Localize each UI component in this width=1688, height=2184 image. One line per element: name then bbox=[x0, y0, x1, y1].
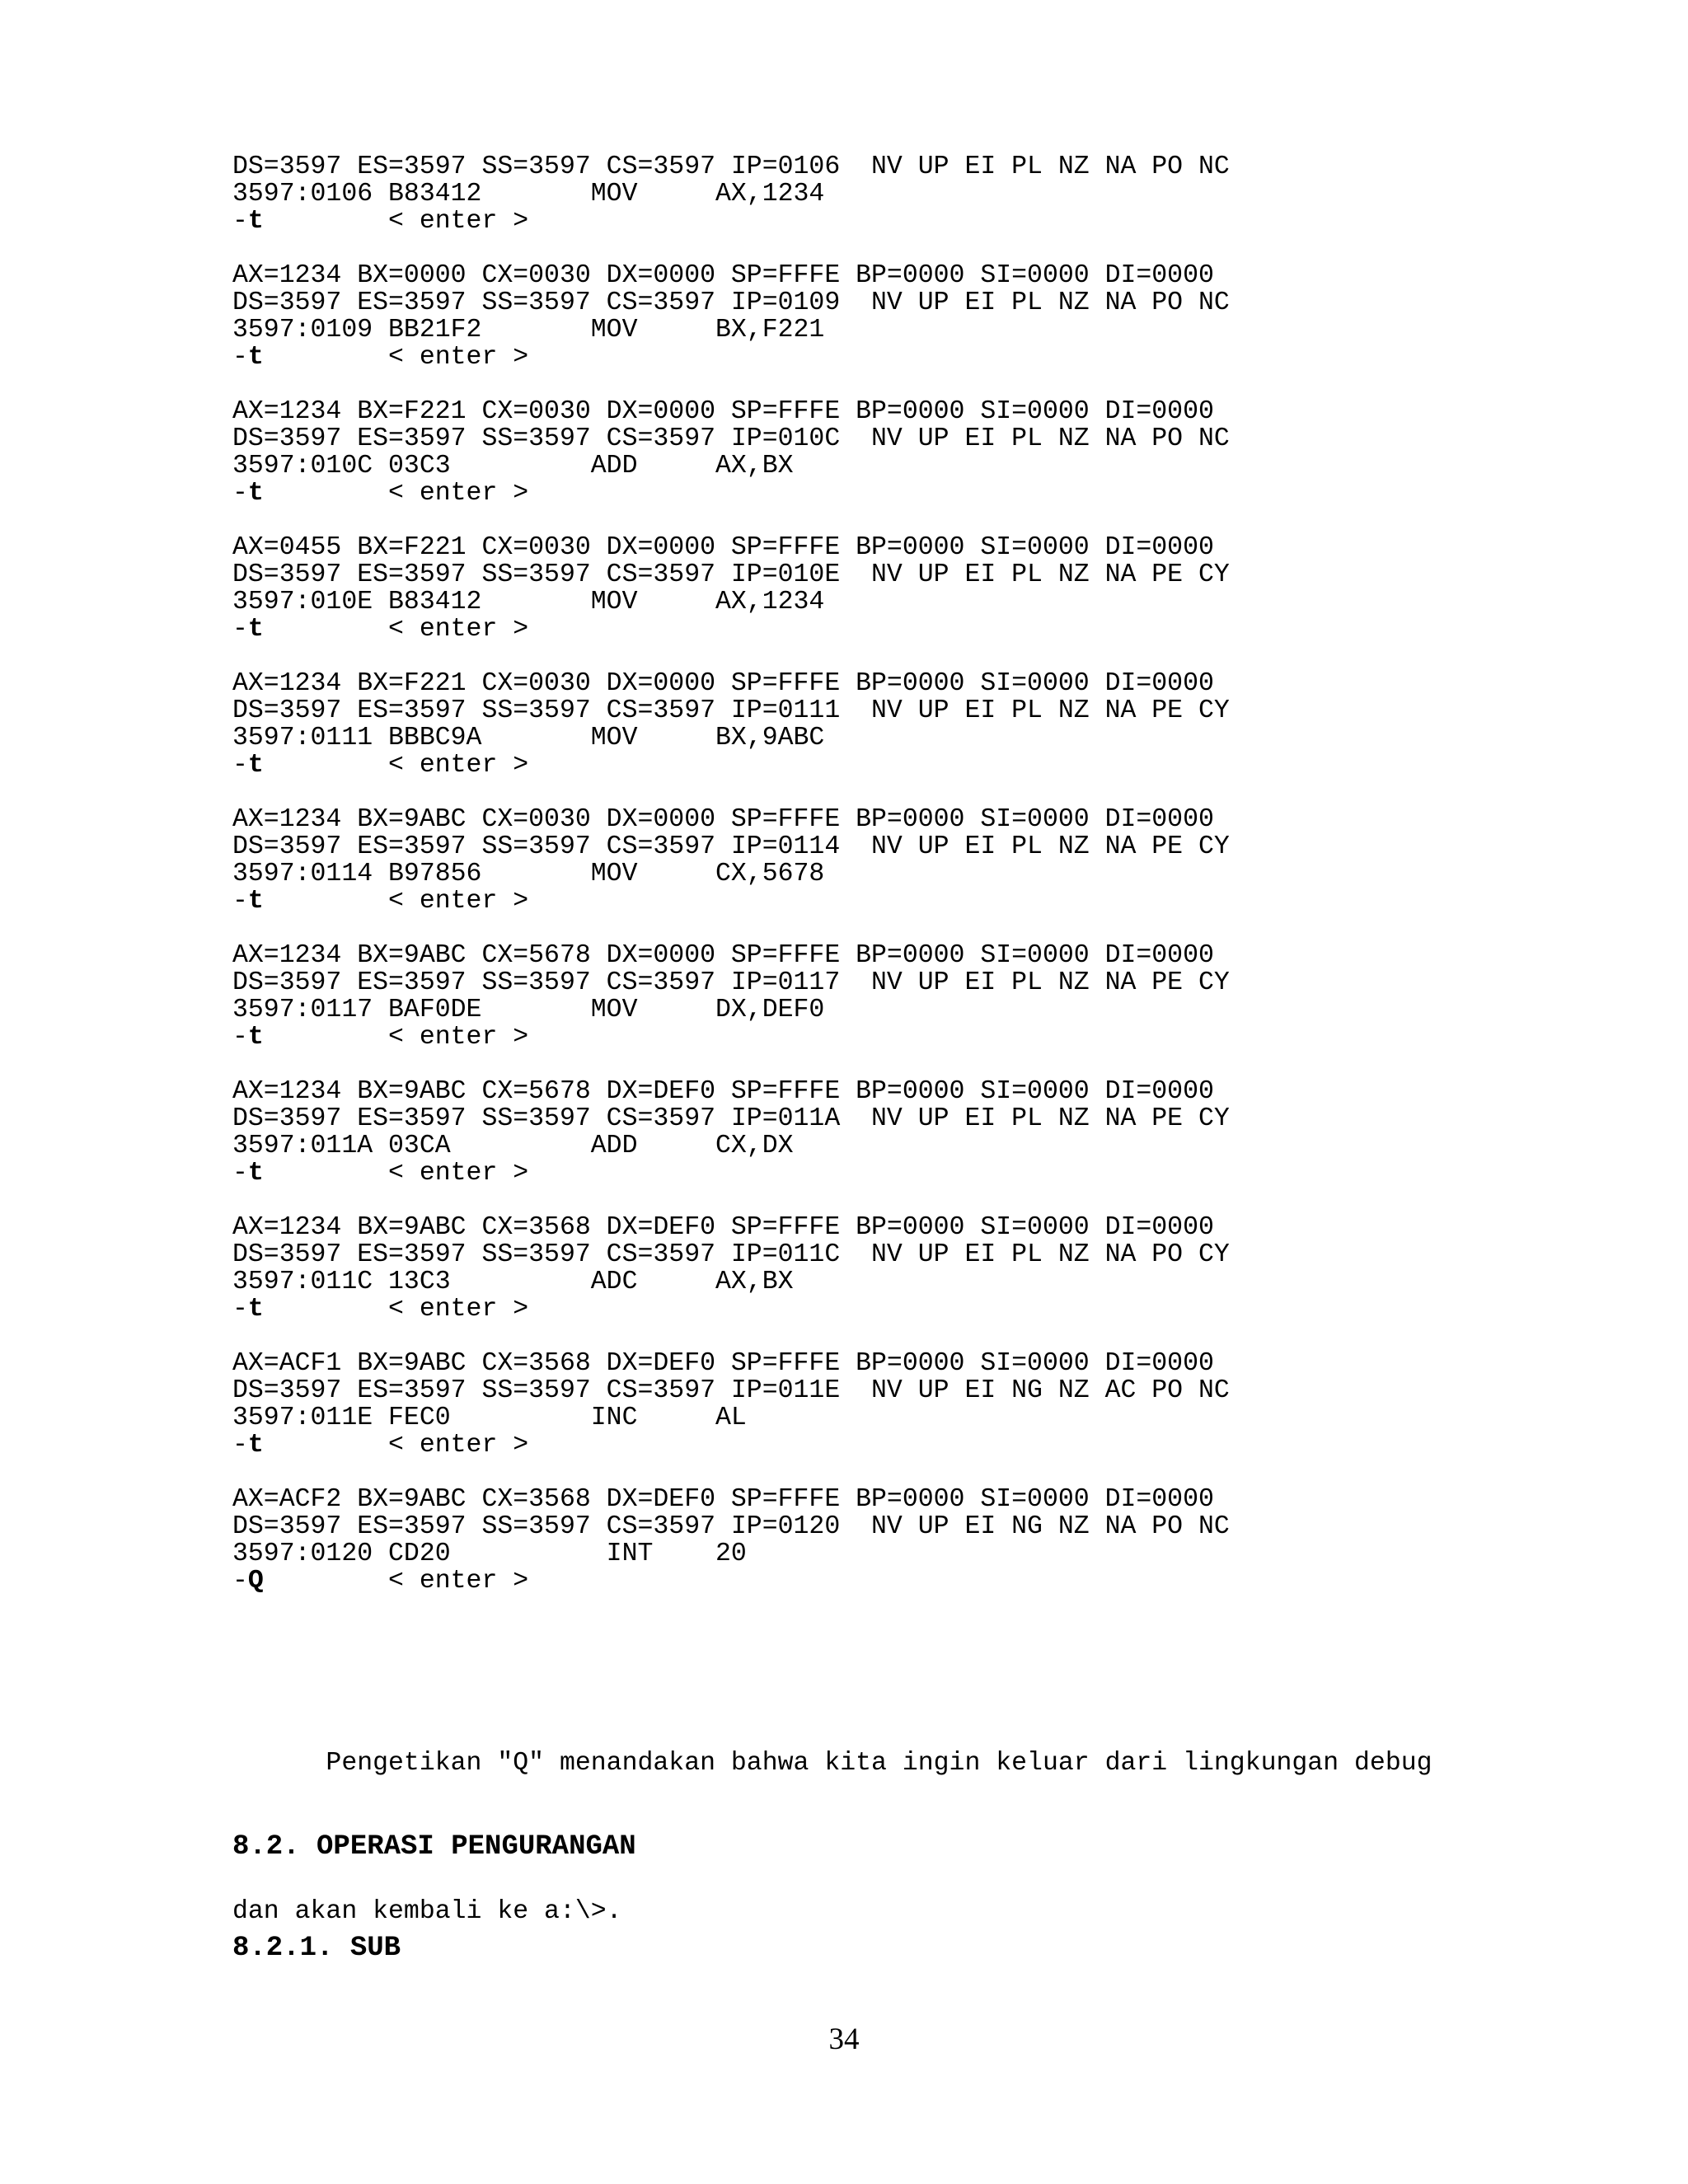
command-key: t bbox=[247, 479, 264, 508]
instruction-line: 3597:0117 BAF0DE MOV DX,DEF0 bbox=[232, 996, 825, 1024]
enter-hint: < enter > bbox=[263, 479, 529, 508]
register-line: AX=1234 BX=9ABC CX=3568 DX=DEF0 SP=FFFE BP=0000 SI=0000 DI=0000 bbox=[232, 1213, 1214, 1242]
register-line: AX=1234 BX=9ABC CX=0030 DX=0000 SP=FFFE BP=0000 SI=0000 DI=0000 bbox=[232, 805, 1214, 834]
command-prompt: - bbox=[232, 343, 248, 372]
register-line: AX=0455 BX=F221 CX=0030 DX=0000 SP=FFFE BP=0000 SI=0000 DI=0000 bbox=[232, 533, 1214, 562]
command-key: Q bbox=[247, 1567, 264, 1596]
register-line: DS=3597 ES=3597 SS=3597 CS=3597 IP=010E NV UP EI PL NZ NA PE CY bbox=[232, 560, 1230, 589]
command-line bbox=[232, 208, 1634, 235]
enter-hint: < enter > bbox=[263, 343, 529, 372]
instruction-line: 3597:0109 BB21F2 MOV BX,F221 bbox=[232, 316, 825, 344]
instruction-line: 3597:0111 BBBC9A MOV BX,9ABC bbox=[232, 724, 825, 752]
trace-block bbox=[232, 670, 1634, 779]
enter-hint: < enter > bbox=[263, 207, 529, 236]
command-prompt: - bbox=[232, 1567, 248, 1596]
instruction-line: 3597:0106 B83412 MOV AX,1234 bbox=[232, 180, 825, 209]
register-line: DS=3597 ES=3597 SS=3597 CS=3597 IP=0109 NV UP EI PL NZ NA PO NC bbox=[232, 288, 1230, 317]
instruction-line: 3597:011A 03CA ADD CX,DX bbox=[232, 1132, 794, 1160]
register-line: AX=ACF2 BX=9ABC CX=3568 DX=DEF0 SP=FFFE BP=0000 SI=0000 DI=0000 bbox=[232, 1485, 1214, 1514]
instruction-line: 3597:011C 13C3 ADC AX,BX bbox=[232, 1268, 794, 1296]
command-key: t bbox=[247, 1159, 264, 1188]
enter-hint: < enter > bbox=[263, 1023, 529, 1052]
register-line: DS=3597 ES=3597 SS=3597 CS=3597 IP=010C NV UP EI PL NZ NA PO NC bbox=[232, 424, 1230, 453]
trace-block bbox=[232, 1078, 1634, 1187]
command-prompt: - bbox=[232, 751, 248, 780]
subsection-heading: 8.2.1. SUB bbox=[232, 1933, 401, 1964]
command-line bbox=[232, 888, 1634, 915]
command-line bbox=[232, 752, 1634, 779]
register-line: DS=3597 ES=3597 SS=3597 CS=3597 IP=0114 NV UP EI PL NZ NA PE CY bbox=[232, 832, 1230, 861]
paragraph-line: dan akan kembali ke a:\>. bbox=[232, 1897, 622, 1926]
enter-hint: < enter > bbox=[263, 1159, 529, 1188]
command-key: t bbox=[247, 1431, 264, 1460]
trace-block bbox=[232, 534, 1634, 643]
command-line bbox=[232, 1568, 1634, 1595]
instruction-line: 3597:010C 03C3 ADD AX,BX bbox=[232, 452, 794, 480]
register-line: DS=3597 ES=3597 SS=3597 CS=3597 IP=0117 NV UP EI PL NZ NA PE CY bbox=[232, 968, 1230, 997]
register-line: AX=1234 BX=0000 CX=0030 DX=0000 SP=FFFE BP=0000 SI=0000 DI=0000 bbox=[232, 261, 1214, 290]
command-key: t bbox=[247, 887, 264, 916]
trace-block bbox=[232, 1214, 1634, 1323]
enter-hint: < enter > bbox=[263, 1431, 529, 1460]
instruction-line: 3597:0114 B97856 MOV CX,5678 bbox=[232, 860, 825, 888]
trace-block bbox=[232, 262, 1634, 371]
command-line bbox=[232, 344, 1634, 371]
register-line: AX=1234 BX=F221 CX=0030 DX=0000 SP=FFFE BP=0000 SI=0000 DI=0000 bbox=[232, 397, 1214, 426]
register-line: AX=1234 BX=9ABC CX=5678 DX=0000 SP=FFFE BP=0000 SI=0000 DI=0000 bbox=[232, 941, 1214, 970]
command-line bbox=[232, 1024, 1634, 1051]
instruction-line: 3597:0120 CD20 INT 20 bbox=[232, 1540, 747, 1568]
command-key: t bbox=[247, 1023, 264, 1052]
trace-block bbox=[232, 1350, 1634, 1459]
command-key: t bbox=[247, 207, 264, 236]
command-key: t bbox=[247, 615, 264, 644]
trace-block bbox=[232, 398, 1634, 507]
register-line: AX=1234 BX=9ABC CX=5678 DX=DEF0 SP=FFFE BP=0000 SI=0000 DI=0000 bbox=[232, 1077, 1214, 1106]
command-line bbox=[232, 480, 1634, 507]
command-prompt: - bbox=[232, 207, 248, 236]
command-line bbox=[232, 1296, 1634, 1323]
register-line: DS=3597 ES=3597 SS=3597 CS=3597 IP=0111 NV UP EI PL NZ NA PE CY bbox=[232, 696, 1230, 725]
command-key: t bbox=[247, 343, 264, 372]
register-line: DS=3597 ES=3597 SS=3597 CS=3597 IP=011C NV UP EI PL NZ NA PO CY bbox=[232, 1240, 1230, 1269]
command-line bbox=[232, 1432, 1634, 1459]
debug-trace-listing bbox=[232, 153, 1634, 1622]
command-line bbox=[232, 616, 1634, 643]
command-prompt: - bbox=[232, 1159, 248, 1188]
enter-hint: < enter > bbox=[263, 887, 529, 916]
command-prompt: - bbox=[232, 1431, 248, 1460]
enter-hint: < enter > bbox=[263, 615, 529, 644]
register-line: DS=3597 ES=3597 SS=3597 CS=3597 IP=011E NV UP EI NG NZ AC PO NC bbox=[232, 1376, 1230, 1405]
register-line: DS=3597 ES=3597 SS=3597 CS=3597 IP=011A NV UP EI PL NZ NA PE CY bbox=[232, 1104, 1230, 1133]
enter-hint: < enter > bbox=[263, 1295, 529, 1324]
command-prompt: - bbox=[232, 479, 248, 508]
section-heading: 8.2. OPERASI PENGURANGAN bbox=[232, 1831, 636, 1863]
command-prompt: - bbox=[232, 615, 248, 644]
instruction-line: 3597:010E B83412 MOV AX,1234 bbox=[232, 588, 825, 616]
trace-block bbox=[232, 942, 1634, 1051]
trace-block-intro bbox=[232, 153, 1634, 235]
register-line: DS=3597 ES=3597 SS=3597 CS=3597 IP=0120 NV UP EI NG NZ NA PO NC bbox=[232, 1512, 1230, 1541]
trace-block bbox=[232, 806, 1634, 915]
command-prompt: - bbox=[232, 887, 248, 916]
trace-block bbox=[232, 1486, 1634, 1595]
register-line: DS=3597 ES=3597 SS=3597 CS=3597 IP=0106 NV UP EI PL NZ NA PO NC bbox=[232, 152, 1230, 181]
command-key: t bbox=[247, 751, 264, 780]
command-prompt: - bbox=[232, 1023, 248, 1052]
page-number: 34 bbox=[828, 2022, 860, 2056]
enter-hint: < enter > bbox=[263, 751, 529, 780]
register-line: AX=1234 BX=F221 CX=0030 DX=0000 SP=FFFE BP=0000 SI=0000 DI=0000 bbox=[232, 669, 1214, 698]
command-line bbox=[232, 1160, 1634, 1187]
enter-hint: < enter > bbox=[263, 1567, 529, 1596]
command-key: t bbox=[247, 1295, 264, 1324]
register-line: AX=ACF1 BX=9ABC CX=3568 DX=DEF0 SP=FFFE BP=0000 SI=0000 DI=0000 bbox=[232, 1349, 1214, 1378]
instruction-line: 3597:011E FEC0 INC AL bbox=[232, 1404, 747, 1432]
command-prompt: - bbox=[232, 1295, 248, 1324]
paragraph-line: Pengetikan "Q" menandakan bahwa kita ingin keluar dari lingkungan debug bbox=[232, 1749, 1432, 1778]
